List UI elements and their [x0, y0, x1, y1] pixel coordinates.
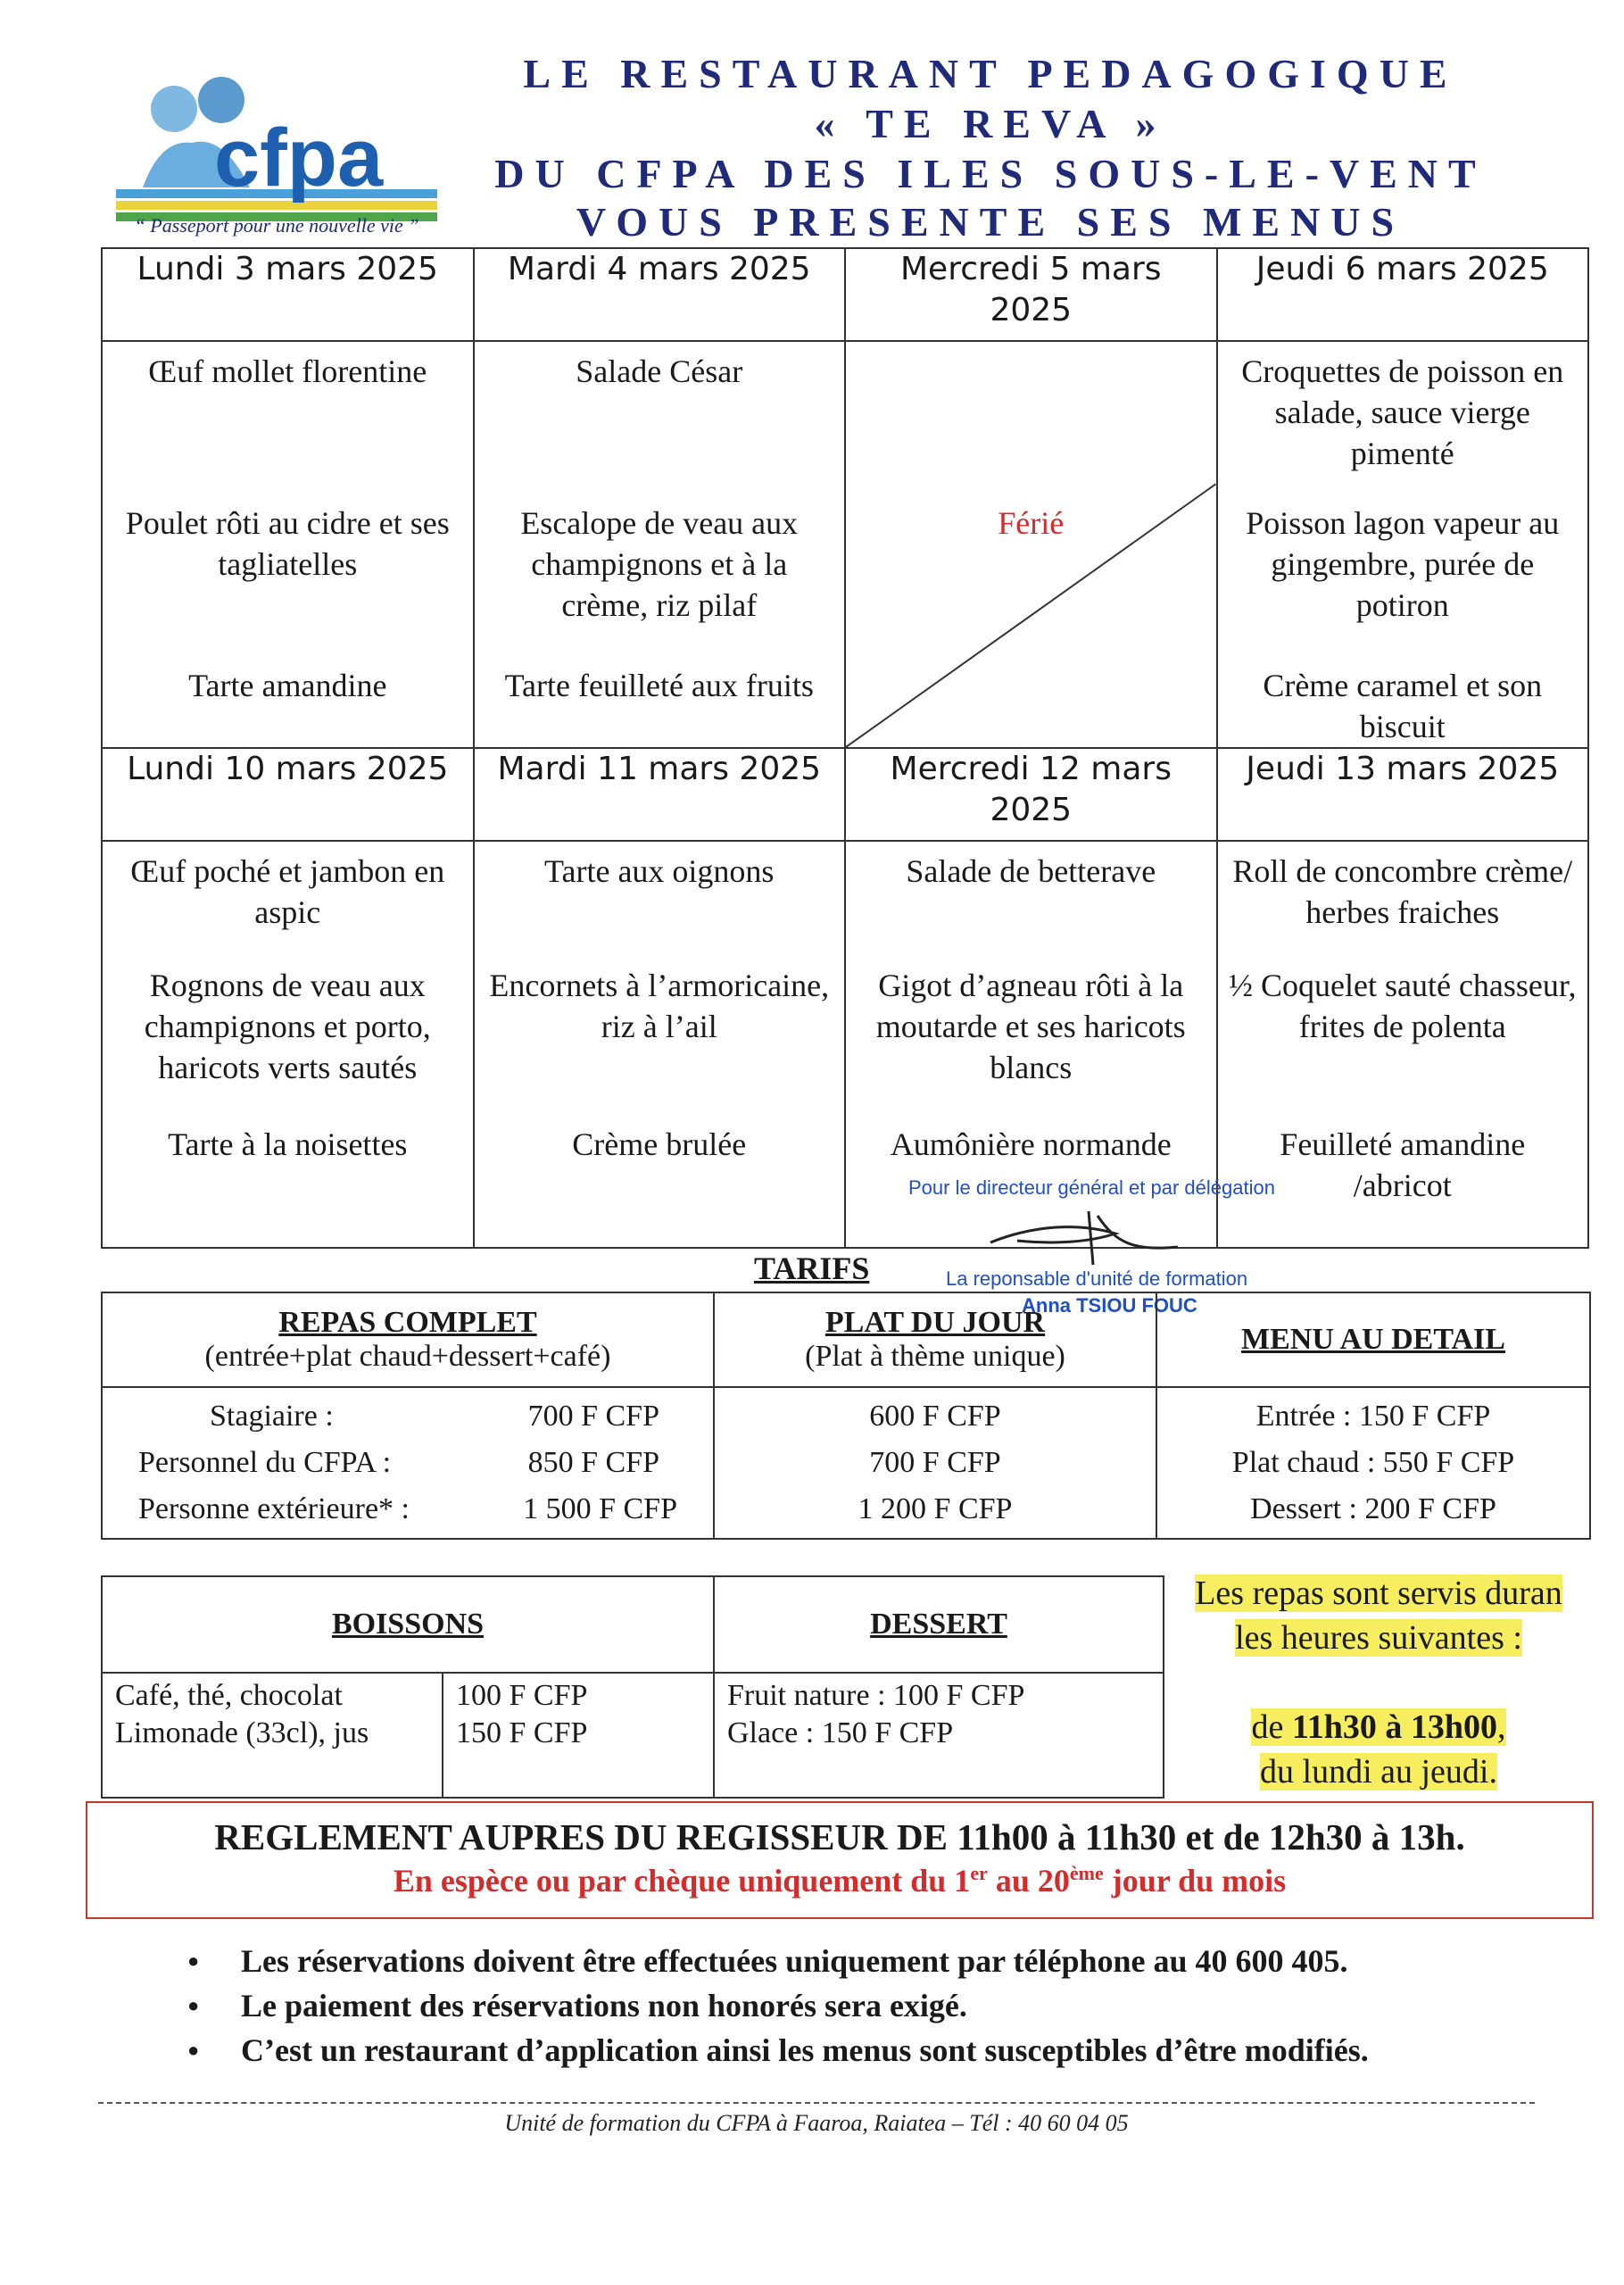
plat: Encornets à l’armoricaine, riz à l’ail: [489, 968, 830, 1044]
tarifs-header-row: [102, 1292, 1590, 1387]
plat: Poulet rôti au cidre et ses tagliatelles: [125, 505, 450, 582]
dessert: Tarte à la noisettes: [168, 1126, 408, 1162]
week1-header-row: [102, 248, 1588, 341]
boisson-name: Limonade (33cl), jus: [115, 1716, 369, 1749]
page-title-line1: LE RESTAURANT PEDAGOGIQUE: [523, 51, 1458, 96]
day-header: Mardi 11 mars 2025: [474, 748, 846, 841]
plat: Gigot d’agneau rôti à la moutarde et ses haricots blancs: [875, 968, 1186, 1085]
week1-menu-row: [102, 341, 1588, 748]
hours-line1: Les repas sont servis duran: [1195, 1575, 1562, 1612]
day-header: Jeudi 6 mars 2025: [1217, 248, 1589, 341]
plat-prices: [714, 1387, 1156, 1539]
plat: Poisson lagon vapeur au gingembre, purée de potiron: [1246, 505, 1560, 623]
hours-times: [1251, 1708, 1505, 1746]
price-label: Personnel du CFPA :: [138, 1446, 392, 1479]
plat: Rognons de veau aux champignons et porto, haricots verts sautés: [144, 968, 431, 1085]
reglement-box: [86, 1801, 1594, 1919]
detail-prices: [1156, 1387, 1590, 1539]
tarifs-body-row: [102, 1387, 1590, 1539]
dessert: Crème caramel et son biscuit: [1263, 668, 1543, 744]
ferie-diagonal: [846, 342, 1216, 747]
menu-cell: [474, 341, 846, 748]
dessert: Feuilleté amandine /abricot: [1280, 1126, 1526, 1203]
dessert-items: [714, 1673, 1164, 1798]
day-header: Lundi 3 mars 2025: [102, 248, 474, 341]
week2-menu-row: [102, 841, 1588, 1248]
boissons-names: [102, 1673, 443, 1798]
boisson-price: 150 F CFP: [456, 1716, 588, 1749]
page-title-line3: DU CFPA DES ILES SOUS-LE-VENT: [494, 151, 1487, 196]
menu-cell: [1217, 341, 1589, 748]
dessert: Tarte amandine: [188, 668, 387, 703]
price-row: [138, 1486, 677, 1533]
dessert: Crème brulée: [572, 1126, 747, 1162]
price-row: [138, 1393, 677, 1440]
entree: Salade de betterave: [906, 853, 1156, 889]
hours-prefix: de: [1251, 1708, 1292, 1746]
price-value: 1 500 F CFP: [523, 1492, 677, 1525]
day-header: Mardi 4 mars 2025: [474, 248, 846, 341]
menu-cell: [102, 841, 474, 1248]
reglement-line2: [87, 1858, 1592, 1899]
boisson-price: 100 F CFP: [456, 1679, 588, 1712]
price-label: Personne extérieure* :: [138, 1492, 410, 1525]
day-header: Jeudi 13 mars 2025: [1217, 748, 1589, 841]
plat-header: [714, 1292, 1156, 1387]
boissons-dessert-table: [101, 1575, 1164, 1799]
hours-days: du lundi au jeudi.: [1260, 1753, 1497, 1791]
plat-subtitle: (Plat à thème unique): [805, 1340, 1065, 1373]
price-value: 600 F CFP: [869, 1400, 1001, 1433]
note-item: ● Le paiement des réservations non honorés sera exigé.: [241, 1983, 1369, 2028]
signature: [982, 1207, 1196, 1269]
reglement-text-a: En espèce ou par chèque uniquement du 1: [393, 1863, 971, 1899]
price-value: 700 F CFP: [527, 1400, 659, 1433]
detail-header: [1156, 1292, 1590, 1387]
plat-title: PLAT DU JOUR: [824, 1306, 1046, 1339]
complet-title: REPAS COMPLET: [278, 1306, 537, 1339]
dessert-title: DESSERT: [714, 1576, 1164, 1673]
complet-header: [102, 1292, 714, 1387]
price-value: Plat chaud : 550 F CFP: [1231, 1446, 1515, 1479]
tarifs-title: TARIFS: [754, 1251, 870, 1286]
price-value: 1 200 F CFP: [858, 1492, 1013, 1525]
price-value: Dessert : 200 F CFP: [1250, 1492, 1496, 1525]
reglement-line1: REGLEMENT AUPRES DU REGISSEUR DE 11h00 à 11h30 et de 12h30 à 13h.: [214, 1816, 1465, 1857]
reglement-sup1: er: [970, 1862, 988, 1884]
notes-list: [241, 1939, 1369, 2073]
hours-time-range: 11h30 à 13h00: [1291, 1708, 1498, 1746]
price-label: Stagiaire :: [210, 1400, 334, 1433]
logo-face-1: [151, 86, 197, 132]
page-title-line4: VOUS PRESENTE SES MENUS: [576, 199, 1405, 245]
entree: Croquettes de poisson en salade, sauce vierge pimenté: [1241, 353, 1564, 471]
reglement-sup2: ème: [1069, 1862, 1104, 1884]
detail-title: MENU AU DETAIL: [1241, 1323, 1505, 1356]
logo-tagline: “ Passeport pour une nouvelle vie ”: [134, 214, 419, 237]
boissons-title: BOISSONS: [102, 1576, 714, 1673]
menu-cell-ferie: [845, 341, 1217, 748]
entree: Roll de concombre crème/ herbes fraiches: [1232, 853, 1573, 930]
plat: Escalope de veau aux champignons et à la crème, riz pilaf: [520, 505, 799, 623]
reglement-text-c: jour du mois: [1103, 1863, 1287, 1899]
week2-header-row: [102, 748, 1588, 841]
plat: ½ Coquelet sauté chasseur, frites de polenta: [1229, 968, 1577, 1044]
page-title-line2: « TE REVA »: [814, 101, 1167, 146]
reglement-text-b: au 20: [987, 1863, 1070, 1899]
service-hours: [1169, 1571, 1588, 1794]
entree: Œuf poché et jambon en aspic: [130, 853, 445, 930]
note-item: ● C’est un restaurant d’application ainsi les menus sont susceptibles d’être modifiés.: [241, 2028, 1369, 2073]
entree: Salade César: [576, 353, 743, 389]
day-header: Mercredi 12 mars 2025: [845, 748, 1217, 841]
bd-header-row: [102, 1576, 1164, 1673]
footer-divider: [98, 2102, 1535, 2104]
complet-subtitle: (entrée+plat chaud+dessert+café): [204, 1340, 611, 1373]
hours-suffix: ,: [1497, 1708, 1506, 1746]
note-item: ● Les réservations doivent être effectuées uniquement par téléphone au 40 600 405.: [241, 1939, 1369, 1983]
bd-body-row: [102, 1673, 1164, 1798]
boissons-prices: [443, 1673, 714, 1798]
stamp-line2: La reponsable d'unité de formation: [946, 1267, 1248, 1290]
price-row: [138, 1440, 677, 1486]
ferie-label: Férié: [998, 505, 1065, 541]
dessert: Tarte feuilleté aux fruits: [504, 668, 814, 703]
dessert: Aumônière normande: [890, 1126, 1172, 1162]
logo-text: cfpa: [214, 112, 384, 204]
footer-text: Unité de formation du CFPA à Faaroa, Raiatea – Tél : 40 60 04 05: [504, 2110, 1129, 2136]
price-value: Entrée : 150 F CFP: [1255, 1400, 1491, 1433]
stamp-line3: Anna TSIOU FOUC: [1022, 1294, 1197, 1317]
menu-cell: [474, 841, 846, 1248]
menu-cell: [102, 341, 474, 748]
day-header: Mercredi 5 mars 2025: [845, 248, 1217, 341]
cfpa-logo: [107, 54, 437, 241]
entree: Tarte aux oignons: [544, 853, 775, 889]
entree: Œuf mollet florentine: [148, 353, 427, 389]
day-header: Lundi 10 mars 2025: [102, 748, 474, 841]
hours-line2: les heures suivantes :: [1235, 1619, 1522, 1657]
dessert-item: Glace : 150 F CFP: [727, 1716, 954, 1749]
menu-table: [101, 247, 1589, 1249]
price-value: 700 F CFP: [869, 1446, 1001, 1479]
boisson-name: Café, thé, chocolat: [115, 1679, 343, 1712]
complet-prices: [102, 1387, 714, 1539]
stamp-line1: Pour le directeur général et par délégation: [908, 1176, 1275, 1199]
dessert-item: Fruit nature : 100 F CFP: [727, 1679, 1025, 1712]
tarifs-table: [101, 1292, 1591, 1540]
price-value: 850 F CFP: [527, 1446, 659, 1479]
